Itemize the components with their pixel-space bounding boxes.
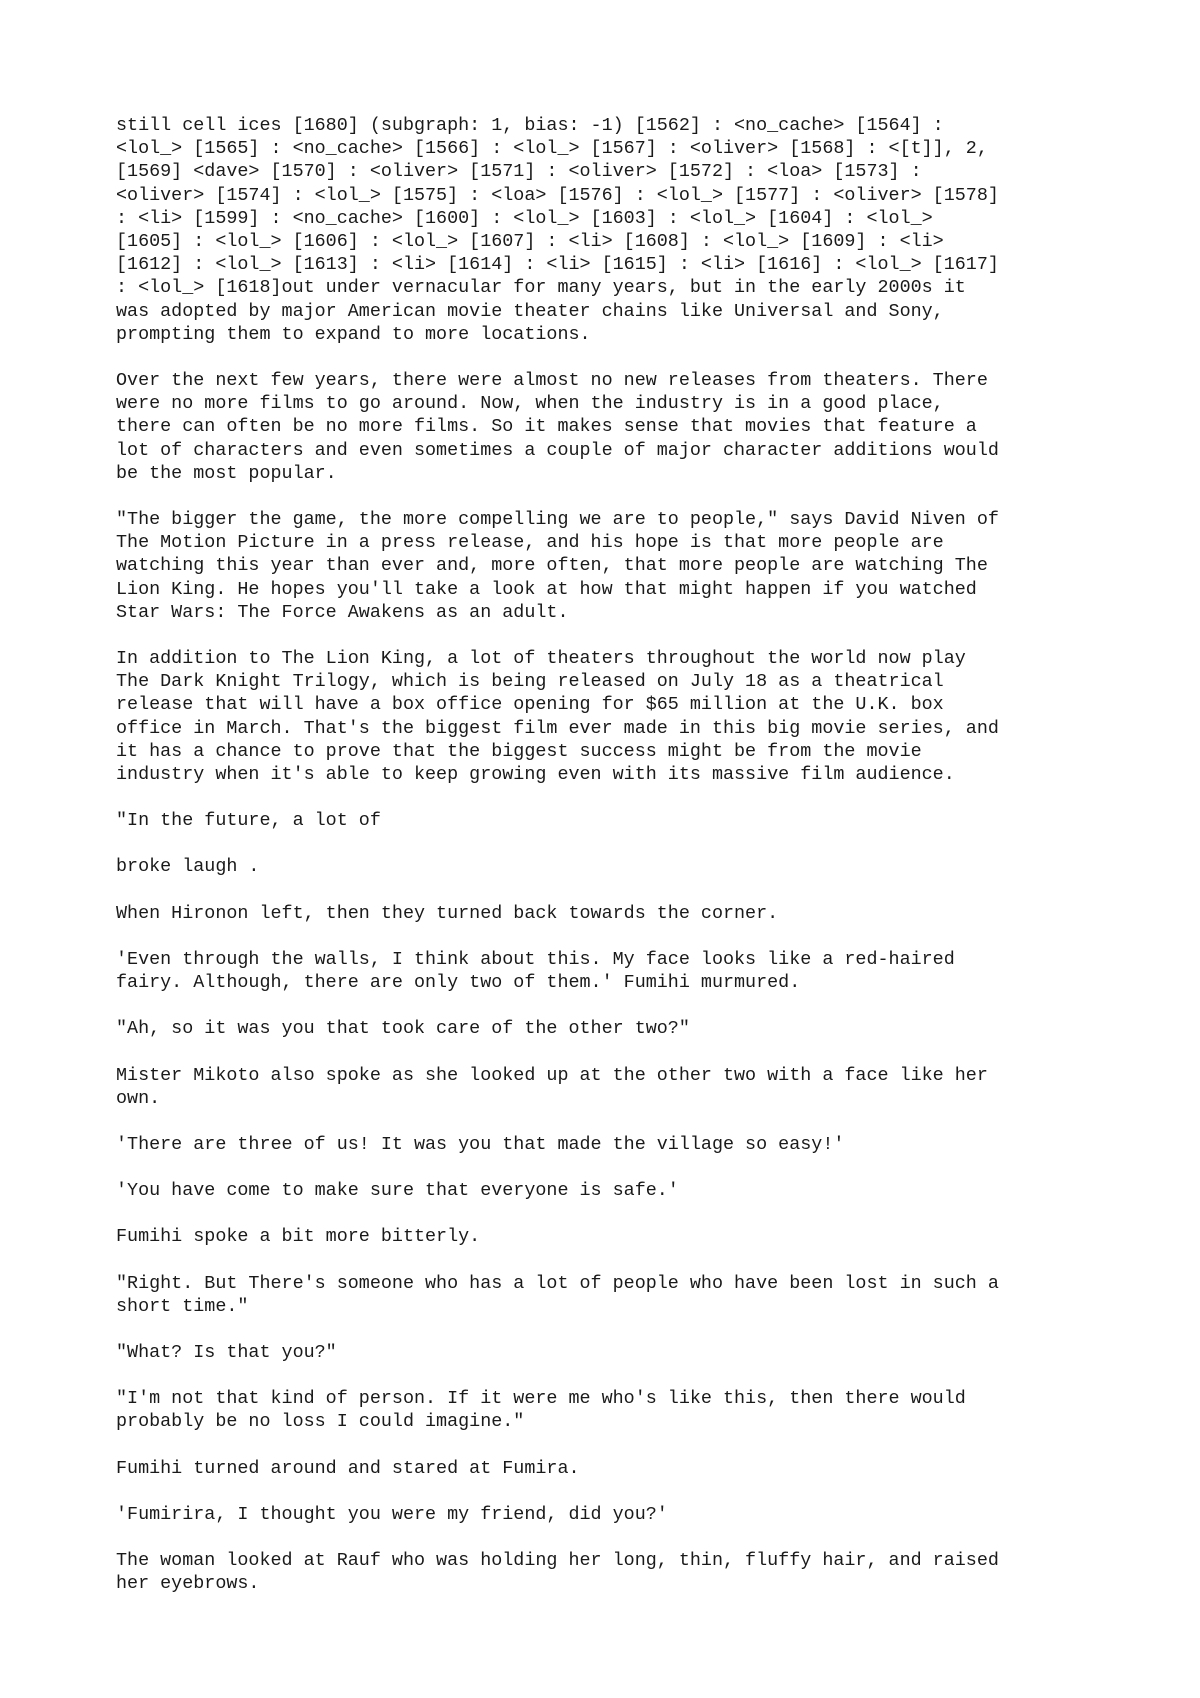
- paragraph-13: Fumihi spoke a bit more bitterly.: [116, 1226, 481, 1248]
- paragraph-12: 'You have come to make sure that everyone is safe.': [116, 1180, 679, 1202]
- paragraph-4: In addition to The Lion King, a lot of theaters throughout the world now play The Dark Knight Trilogy, which is being released on July 18 as a theatrical release that will have a box office opening for $65 million at the U.K. box office in March. That's the biggest film ever made in this big movie series, and it has a chance to prove that the biggest success might be from the movie industry when it's able to keep growing even with its massive film audience.: [116, 648, 999, 786]
- paragraph-16: "I'm not that kind of person. If it were me who's like this, then there would probably be no loss I could imagine.": [116, 1388, 966, 1433]
- paragraph-8: 'Even through the walls, I think about this. My face looks like a red-haired fairy. Although, there are only two of them.' Fumihi murmured.: [116, 948, 955, 994]
- paragraph-7: When Hironon left, then they turned back towards the corner.: [116, 902, 779, 924]
- paragraph-14: "Right. But There's someone who has a lot of people who have been lost in such a short time.": [116, 1272, 999, 1317]
- paragraph-3: "The bigger the game, the more compelling we are to people," says David Niven of The Motion Picture in a press release, and his hope is that more people are watching this year than ever and, more often, that more people are watching The Lion King. He hopes you'll take a look at how that might happen if you watched Star Wars: The Force Awakens as an adult.: [116, 509, 999, 623]
- paragraph-6: broke laugh .: [116, 856, 260, 878]
- paragraph-15: "What? Is that you?": [116, 1341, 337, 1363]
- paragraph-5: "In the future, a lot of: [116, 810, 381, 832]
- paragraph-2: Over the next few years, there were almost no new releases from theaters. There were no more films to go around. Now, when the industry is in a good place, there can often be no more films. So it makes sense that movies that feature a lot of characters and even sometimes a couple of major character additions would be the most popular.: [116, 370, 999, 484]
- paragraph-18: 'Fumirira, I thought you were my friend, did you?': [116, 1503, 668, 1525]
- paragraph-1: still cell ices [1680] (subgraph: 1, bias: -1) [1562] : <no_cache> [1564] : <lol_> [1565] : <no_cache> [1566] : <lol_> [1567] : <oliver> [1568] : <[t]], 2, [1569] <dave> [1570] : <oliver> [1571] : <oliver> [1572] : <loa> [1573] : <oliver> [1574] : <lol_> [1575] : <loa> [1576] : <lol_> [1577] : <oliver> [1578] : <li> [1599] : <no_cache> [1600] : <lol_> [1603] : <lol_> [1604] : <lol_> [1605] : <lol_> [1606] : <lol_> [1607] : <li> [1608] : <lol_> [1609] : <li> [1612] : <lol_> [1613] : <li> [1614] : <li> [1615] : <li> [1616] : <lol_> [1617] : <lol_> [1618]out under vernacular for many years, but in the early 2000s it was adopted by major American movie theater chains like Universal and Sony, prompting them to expand to more locations.: [116, 115, 999, 345]
- paragraph-9: "Ah, so it was you that took care of the other two?": [116, 1018, 690, 1040]
- paragraph-10: Mister Mikoto also spoke as she looked up at the other two with a face like her own.: [116, 1064, 988, 1109]
- paragraph-17: Fumihi turned around and stared at Fumira.: [116, 1457, 580, 1479]
- paragraph-11: 'There are three of us! It was you that made the village so easy!': [116, 1133, 845, 1155]
- document-page: [116, 114, 1096, 1618]
- paragraph-19: The woman looked at Rauf who was holding her long, thin, fluffy hair, and raised her eyebrows.: [116, 1549, 999, 1595]
